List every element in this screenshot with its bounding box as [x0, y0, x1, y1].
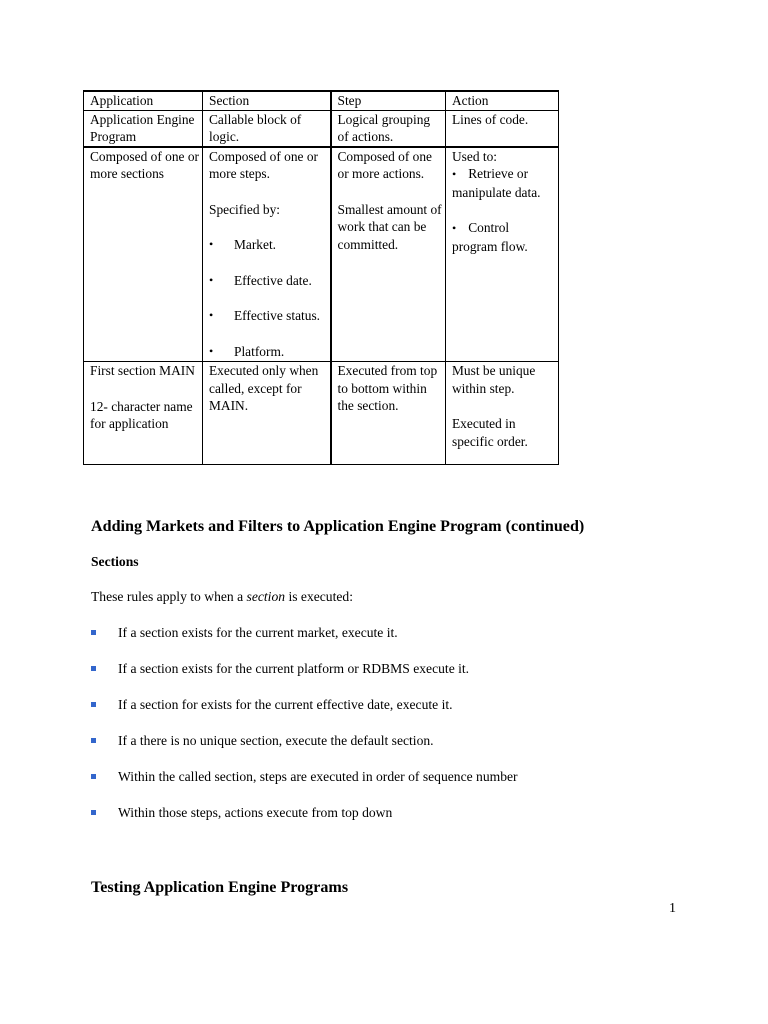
header-cell-action: Action [446, 91, 559, 110]
list-item: Within those steps, actions execute from top down [91, 804, 518, 840]
emphasis-section: section [246, 589, 286, 604]
bullet-icon: • [452, 167, 457, 181]
square-bullet-icon [91, 738, 96, 743]
page-number: 1 [669, 901, 676, 916]
list-item: • Platform. [209, 343, 285, 359]
step-intro: Composed of one or more actions. [337, 148, 432, 181]
intro-text: These rules apply to when a section is executed: [91, 589, 353, 604]
square-bullet-icon [91, 774, 96, 779]
list-item: • Control program flow. [452, 220, 528, 254]
table-row [84, 362, 559, 465]
table-row [84, 110, 559, 147]
list-item: If a section for exists for the current effective date, execute it. [91, 696, 518, 732]
testing-heading: Testing Application Engine Programs [91, 879, 349, 896]
rules-list [91, 624, 518, 840]
table-row [84, 147, 559, 362]
list-item: Within the called section, steps are executed in order of sequence number [91, 768, 518, 804]
bullet-icon: • [209, 343, 214, 358]
step-detail: Smallest amount of work that can be committed. [337, 201, 442, 252]
cell-application-r2: Composed of one or more sections [84, 147, 203, 362]
cell-section-r2 [203, 147, 331, 362]
section-heading: Adding Markets and Filters to Application Engine Program (continued) [91, 518, 585, 535]
list-item: • Retrieve or manipulate data. [452, 166, 541, 200]
square-bullet-icon [91, 630, 96, 635]
cell-application-r3: First section MAIN 12- character name for application [84, 362, 203, 465]
list-item: • Market. [209, 237, 277, 252]
table-header-row [84, 91, 559, 110]
cell-action-r3: Must be unique within step. Executed in specific order. [446, 362, 559, 465]
list-item: • Effective date. [209, 272, 312, 288]
square-bullet-icon [91, 666, 96, 671]
cell-step-r2 [331, 147, 446, 362]
cell-section-r3: Executed only when called, except for MAIN. [203, 362, 331, 465]
header-cell-application: Application [84, 91, 203, 110]
bullet-icon: • [209, 237, 214, 251]
list-item: If a section exists for the current platform or RDBMS execute it. [91, 660, 518, 696]
header-cell-step: Step [331, 91, 446, 110]
bullet-icon: • [209, 308, 214, 322]
section-intro: Composed of one or more steps. [209, 148, 318, 181]
cell-section-r1: Callable block of logic. [203, 110, 331, 147]
list-item: If a section exists for the current market, execute it. [91, 624, 518, 660]
cell-action-r1: Lines of code. [446, 110, 559, 147]
square-bullet-icon [91, 702, 96, 707]
action-intro: Used to: [452, 148, 498, 164]
square-bullet-icon [91, 810, 96, 815]
cell-action-r2 [446, 147, 559, 362]
list-item: If a there is no unique section, execute the default section. [91, 732, 518, 768]
header-cell-section: Section [203, 91, 331, 110]
subheading-sections: Sections [91, 554, 139, 569]
section-specified-by: Specified by: [209, 201, 281, 217]
bullet-icon: • [452, 221, 457, 235]
concepts-table [83, 90, 559, 465]
list-item: • Effective status. [209, 308, 321, 323]
bullet-icon: • [209, 272, 214, 287]
cell-step-r1: Logical grouping of actions. [331, 110, 446, 147]
cell-step-r3: Executed from top to bottom within the section. [331, 362, 446, 465]
cell-application-r1: Application Engine Program [84, 110, 203, 147]
